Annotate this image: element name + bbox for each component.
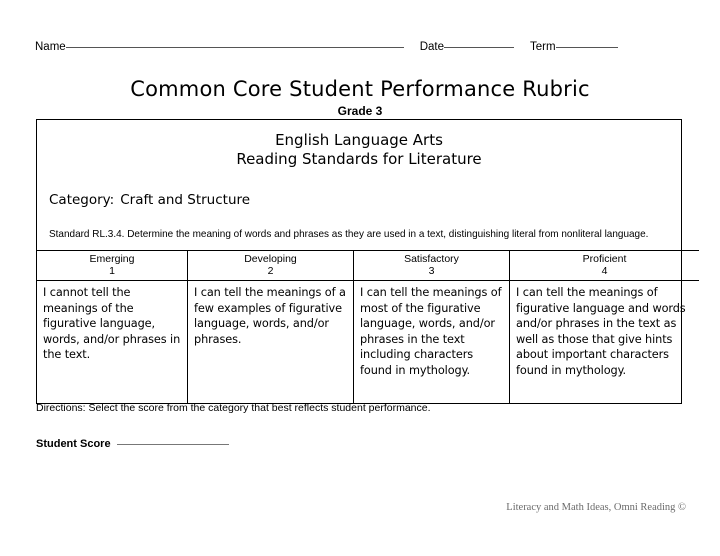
- term-input[interactable]: [556, 36, 618, 48]
- rubric-container: [36, 119, 686, 404]
- descriptor-cell-proficient[interactable]: I can tell the meanings of figurative language and words and/or phrases in the text as well as those that give hints about important characters found in mythology.: [516, 286, 686, 377]
- descriptor-cell-developing[interactable]: I can tell the meanings of a few examples of figurative language, words, and/or phrases.: [188, 281, 354, 404]
- grade-label: Grade 3: [337, 104, 383, 118]
- category-value: Craft and Structure: [120, 192, 251, 208]
- level-header-developing: [188, 251, 354, 281]
- level-number: 1: [109, 265, 115, 277]
- subject-strand-title: Reading Standards for Literature: [236, 150, 482, 168]
- level-number: 4: [601, 265, 608, 277]
- descriptor-cell-satisfactory[interactable]: I can tell the meanings of most of the figurative language, words, and/or phrases in the text including characters found in mythology.: [354, 281, 510, 404]
- page-title: Common Core Student Performance Rubric: [130, 77, 590, 101]
- table-row: [37, 281, 699, 404]
- level-number: 3: [428, 265, 435, 277]
- level-name: Satisfactory: [404, 253, 459, 265]
- name-input[interactable]: [66, 36, 404, 48]
- name-label: Name: [35, 41, 66, 53]
- level-name: Proficient: [582, 253, 627, 265]
- date-label: Date: [419, 41, 444, 53]
- level-name: Developing: [244, 253, 297, 265]
- level-header-satisfactory: [354, 251, 510, 281]
- date-input[interactable]: [444, 36, 514, 48]
- descriptor-cell-emerging[interactable]: I cannot tell the meanings of the figurative language, words, and/or phrases in the text.: [37, 281, 188, 404]
- level-header-proficient: [510, 251, 700, 281]
- term-label: Term: [529, 41, 556, 53]
- category-line: [49, 191, 671, 209]
- copyright-notice: Literacy and Math Ideas, Omni Reading ©: [506, 502, 686, 513]
- level-name: Emerging: [89, 253, 135, 265]
- student-score-label: Student Score: [36, 438, 111, 450]
- level-number: 2: [267, 265, 274, 277]
- level-header-emerging: [37, 251, 188, 281]
- student-score-input[interactable]: [117, 433, 229, 445]
- rubric-header: [37, 120, 681, 250]
- student-identification-line: [35, 36, 685, 54]
- table-header-row: [37, 251, 699, 281]
- subject-area-title: English Language Arts: [275, 131, 443, 149]
- directions-text: Directions: Select the score from the category that best reflects student performance.: [36, 402, 431, 414]
- student-score-line: [36, 433, 229, 452]
- rubric-table: [37, 250, 699, 403]
- category-label: Category:: [49, 192, 115, 208]
- standard-description: Standard RL.3.4. Determine the meaning of words and phrases as they are used in a text, distinguishing literal from nonliteral language.: [49, 228, 649, 240]
